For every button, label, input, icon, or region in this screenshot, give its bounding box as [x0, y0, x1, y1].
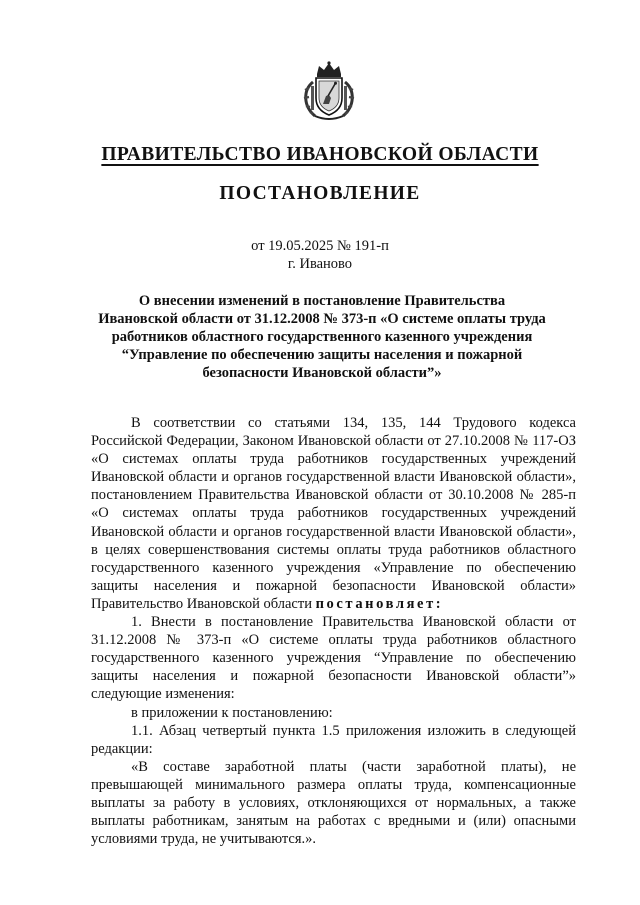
document-city: г. Иваново	[287, 256, 353, 272]
document-date-number: от 19.05.2025 № 191-п	[251, 238, 389, 254]
document-body	[91, 414, 576, 848]
coat-of-arms-icon	[299, 60, 359, 122]
paragraph-1-1: 1.1. Абзац четвертый пункта 1.5 приложения изложить в следующей редакции:	[91, 722, 576, 757]
paragraph-annex: в приложении к постановлению:	[131, 704, 333, 721]
heading-line: О внесении изменений в постановление Правительства	[138, 293, 506, 309]
heading-line: “Управление по обеспечению защиты населения и пожарной	[121, 347, 523, 363]
paragraph-1: 1. Внести в постановление Правительства Ивановской области от 31.12.2008 № 373-п «О системе оплаты труда работников областного государственного казенного учреждения “Управление по обеспечению защиты населения и пожарной безопасности Ивановской области”» следующие изменения:	[91, 614, 576, 703]
paragraph-new-wording: «В составе заработной платы (части заработной платы), не превышающей минимального размера оплаты труда, компенсационные выплаты за работу в условиях, отклоняющихся от нормальных, а также выплаты работникам, занятым на работах с вредными и (или) опасными условиями труда, не учитываются.».	[91, 758, 576, 848]
heading-line: безопасности Ивановской области”»	[202, 365, 442, 381]
resolves-keyword: постановляет:	[315, 595, 444, 612]
document-heading	[96, 292, 548, 382]
government-title: ПРАВИТЕЛЬСТВО ИВАНОВСКОЙ ОБЛАСТИ	[101, 144, 539, 165]
preamble-paragraph: В соответствии со статьями 134, 135, 144 Трудового кодекса Российской Федерации, Законом Ивановской области от 27.10.2008 № 117-ОЗ «О системах оплаты труда работников государственных учреждений Ивановской области и органов государственной власти Ивановской области», постановлением Правительства Ивановской области от 30.10.2008 № 285-п «О системах оплаты труда работников государственных учреждений Ивановской области и органов государственной власти Ивановской области», в целях совершенствования системы оплаты труда работников областного государственного казенного учреждения «Управление по обеспечению защиты населения и пожарной безопасности Ивановской области» Правительство Ивановской области постановляет:	[91, 415, 576, 612]
heading-line: работников областного государственного казенного учреждения	[111, 329, 533, 345]
document-type: ПОСТАНОВЛЕНИЕ	[219, 183, 421, 204]
heading-line: Ивановской области от 31.12.2008 № 373-п «О системе оплаты труда	[98, 311, 546, 327]
